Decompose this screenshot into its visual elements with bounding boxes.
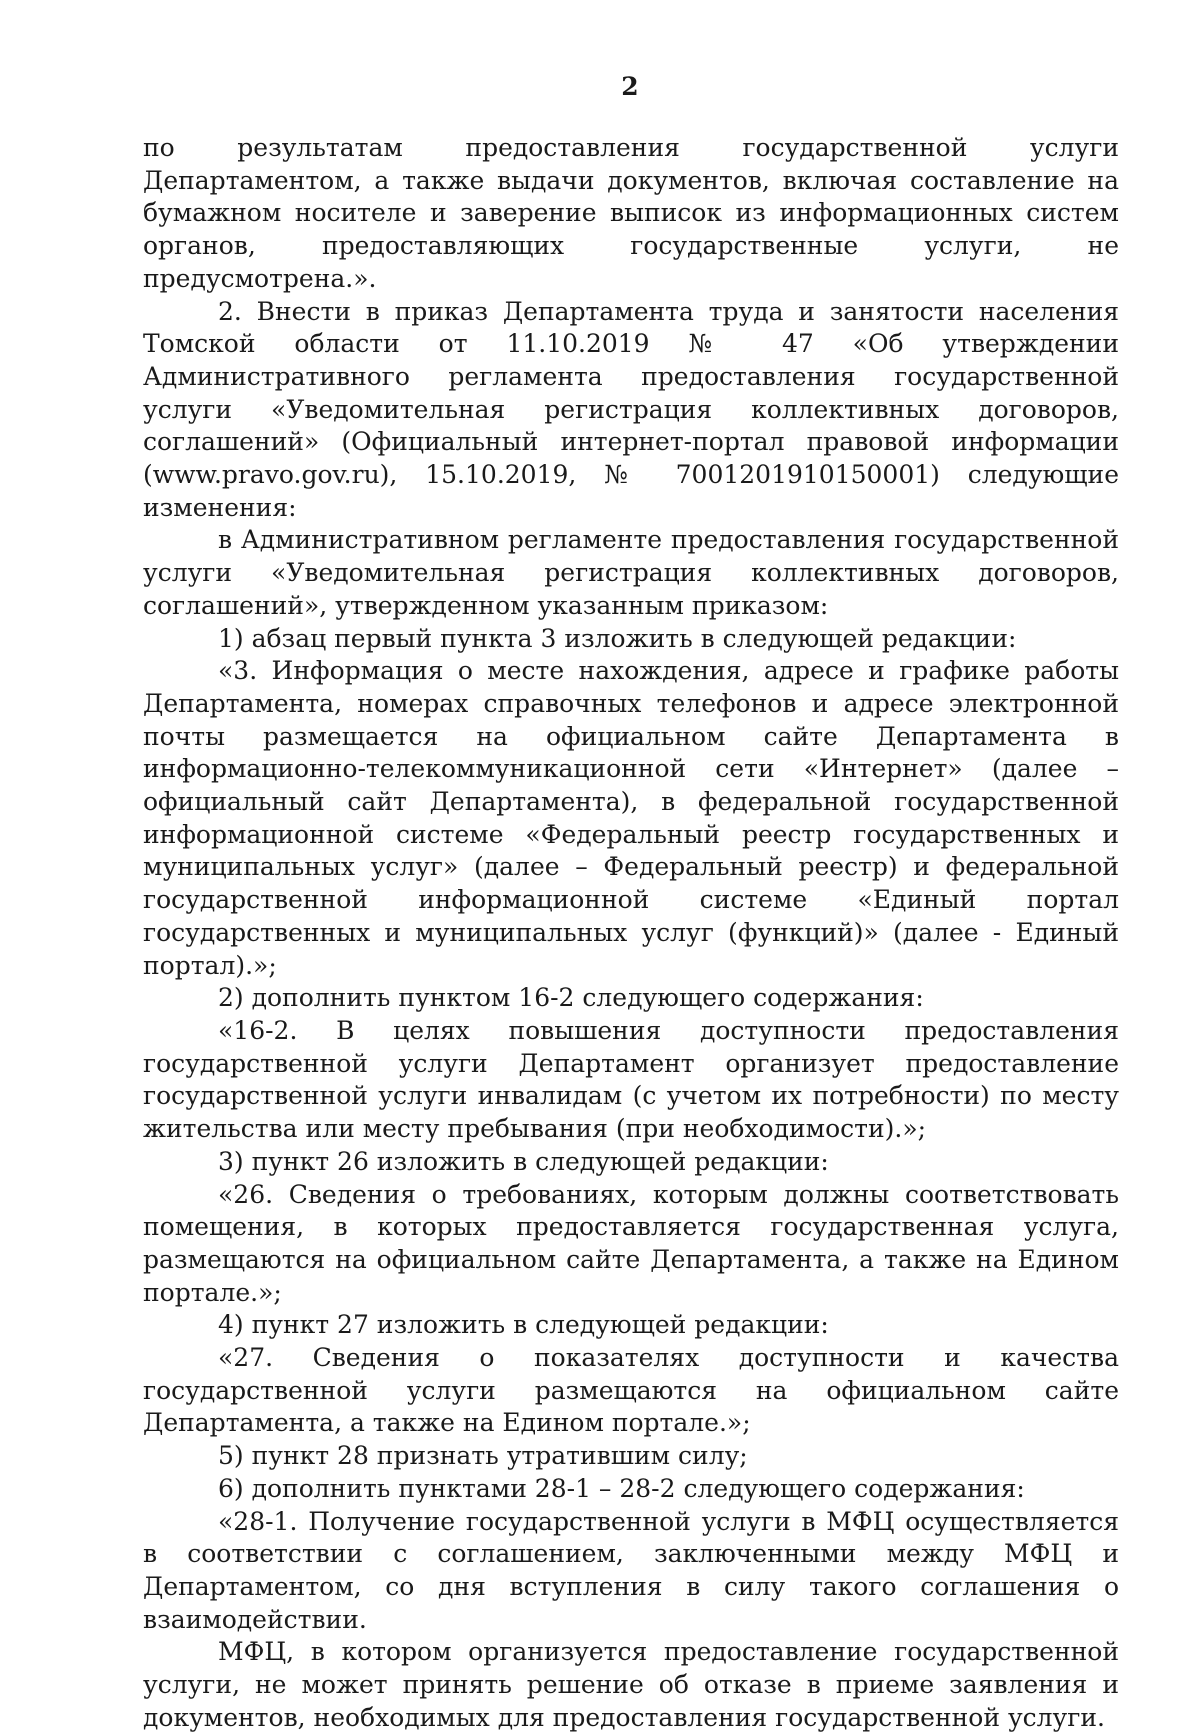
paragraph-subitem-1: 1) абзац первый пункта 3 изложить в следующей редакции:: [218, 623, 1017, 653]
paragraph-point-16-2: «16-2. В целях повышения доступности предоставления государственной услуги Департамент организует предоставление государственной услуги инвалидам (с учетом их потребности) по месту жительства или месту пребывания (при необходимости).»;: [143, 1015, 1119, 1144]
paragraph-subitem-6: 6) дополнить пунктами 28-1 – 28-2 следующего содержания:: [218, 1473, 1025, 1503]
document-body: [143, 132, 1119, 1734]
paragraph-subitem-2: 2) дополнить пунктом 16-2 следующего содержания:: [218, 983, 924, 1013]
paragraph-point-27: «27. Сведения о показателях доступности и качества государственной услуги размещаются на официальном сайте Департамента, а также на Едином портале.»;: [143, 1343, 1119, 1438]
paragraph-point-26: «26. Сведения о требованиях, которым должны соответствовать помещения, в которых предоставляется государственная услуга, размещаются на официальном сайте Департамента, а также на Едином портале.»;: [143, 1179, 1119, 1307]
paragraph-point-3: «3. Информация о месте нахождения, адресе и графике работы Департамента, номерах справочных телефонов и адресе электронной почты размещается на официальном сайте Департамента в информационно-телекоммуникационной сети «Интернет» (далее – официальный сайт Департамента), в федеральной государственной информационной системе «Федеральный реестр государственных и муниципальных услуг» (далее – Федеральный реестр) и федеральной государственной информационной системе «Единый портал государственных и муниципальных услуг (функций)» (далее - Единый портал).»;: [143, 656, 1119, 980]
paragraph-mfc: МФЦ, в котором организуется предоставление государственной услуги, не может принять решение об отказе в приеме заявления и документов, необходимых для предоставления государственной услуги.: [143, 1637, 1119, 1732]
paragraph-subitem-3: 3) пункт 26 изложить в следующей редакции:: [218, 1146, 829, 1176]
paragraph-item-2: 2. Внести в приказ Департамента труда и занятости населения Томской области от 11.10.2019 № 47 «Об утверждении Административного регламента предоставления государственной услуги «Уведомительная регистрация коллективных договоров, соглашений» (Официальный интернет-портал правовой информации (www.pravo.gov.ru), 15.10.2019, № 7001201910150001) следующие изменения:: [143, 296, 1119, 522]
page-number: 2: [621, 72, 639, 101]
paragraph-regulation-intro: в Административном регламенте предоставления государственной услуги «Уведомительная регистрация коллективных договоров, соглашений», утвержденном указанным приказом:: [143, 525, 1119, 620]
paragraph-continuation: по результатам предоставления государственной услуги Департаментом, а также выдачи документов, включая составление на бумажном носителе и заверение выписок из информационных систем органов, предоставляющих государственные услуги, не предусмотрена.».: [143, 133, 1119, 293]
paragraph-subitem-4: 4) пункт 27 изложить в следующей редакции:: [218, 1310, 829, 1340]
paragraph-subitem-5: 5) пункт 28 признать утратившим силу;: [218, 1441, 748, 1471]
paragraph-point-28-1: «28-1. Получение государственной услуги в МФЦ осуществляется в соответствии с соглашением, заключенными между МФЦ и Департаментом, со дня вступления в силу такого соглашения о взаимодействии.: [143, 1506, 1119, 1634]
